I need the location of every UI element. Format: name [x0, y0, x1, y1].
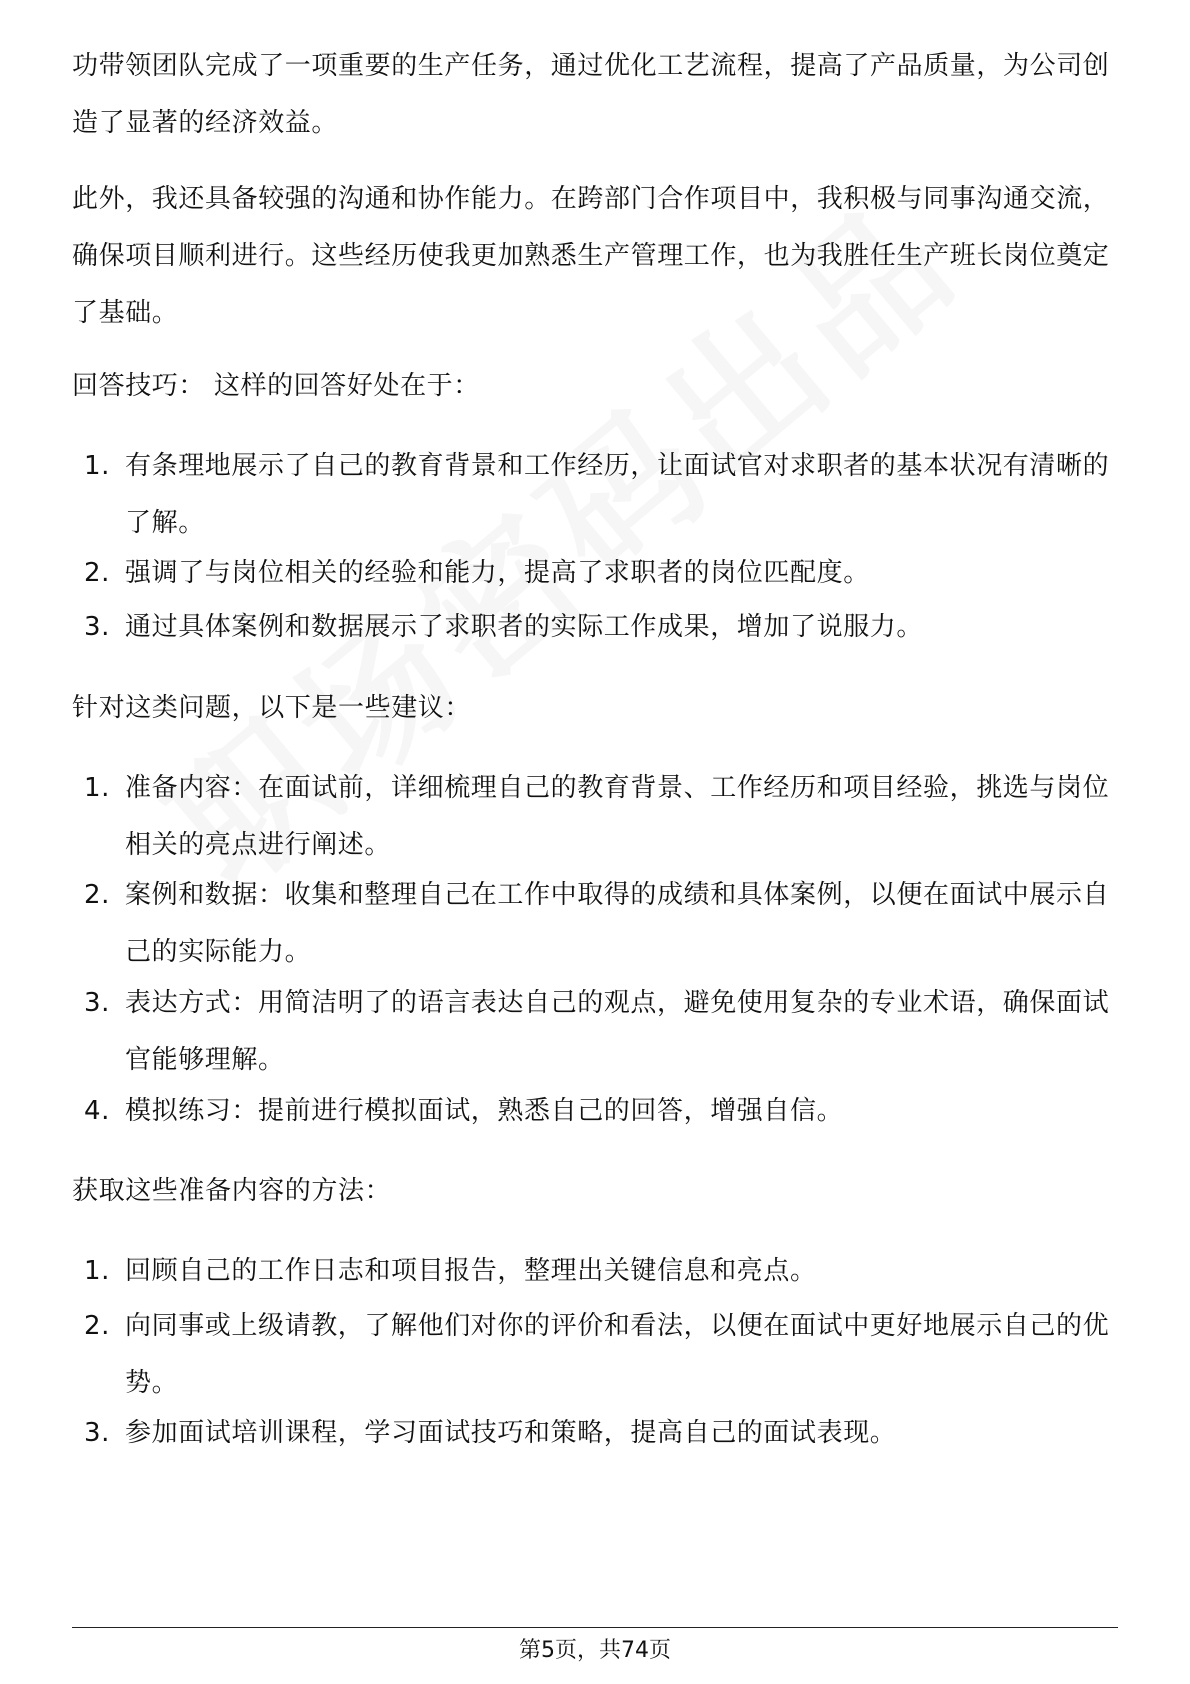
paragraph-communication: 此外，我还具备较强的沟通和协作能力。在跨部门合作项目中，我积极与同事沟通交流，确保项目顺利进行。这些经历使我更加熟悉生产管理工作，也为我胜任生产班长岗位奠定了基础。 — [72, 184, 1110, 328]
heading-answer-tips: 回答技巧： 这样的回答好处在于： — [72, 371, 480, 401]
list-number: 4. — [84, 1096, 111, 1126]
list-text: 向同事或上级请教，了解他们对你的评价和看法，以便在面试中更好地展示自己的优势。 — [125, 1311, 1110, 1398]
list-number: 1. — [84, 451, 111, 481]
list-item-tip-3 — [72, 599, 1118, 656]
list-item-method-2 — [72, 1298, 1118, 1412]
list-text: 强调了与岗位相关的经验和能力，提高了求职者的岗位匹配度。 — [125, 558, 870, 588]
heading-advice: 针对这类问题，以下是一些建议： — [72, 693, 472, 723]
list-number: 1. — [84, 773, 111, 803]
list-item-advice-2 — [72, 867, 1118, 981]
list-item-advice-3 — [72, 975, 1118, 1089]
list-text: 案例和数据：收集和整理自己在工作中取得的成绩和具体案例，以便在面试中展示自己的实际能力。 — [125, 880, 1110, 967]
list-item-advice-1 — [72, 760, 1118, 874]
list-item-method-1 — [72, 1243, 1118, 1300]
footer-divider — [72, 1627, 1118, 1628]
list-number: 1. — [84, 1256, 111, 1286]
list-item-tip-2 — [72, 545, 1118, 602]
list-text: 回顾自己的工作日志和项目报告，整理出关键信息和亮点。 — [125, 1256, 817, 1286]
list-number: 2. — [84, 558, 111, 588]
list-number: 2. — [84, 1311, 111, 1341]
list-text: 参加面试培训课程，学习面试技巧和策略，提高自己的面试表现。 — [125, 1418, 897, 1448]
list-text: 准备内容：在面试前，详细梳理自己的教育背景、工作经历和项目经验，挑选与岗位相关的亮点进行阐述。 — [125, 773, 1110, 860]
page-number: 第5页，共74页 — [519, 1638, 671, 1663]
list-number: 2. — [84, 880, 111, 910]
list-number: 3. — [84, 612, 111, 642]
list-number: 3. — [84, 1418, 111, 1448]
list-item-method-3 — [72, 1405, 1118, 1462]
list-text: 通过具体案例和数据展示了求职者的实际工作成果，增加了说服力。 — [125, 612, 924, 642]
list-number: 3. — [84, 988, 111, 1018]
list-text: 模拟练习：提前进行模拟面试，熟悉自己的回答，增强自信。 — [125, 1096, 844, 1126]
paragraph-achievement: 功带领团队完成了一项重要的生产任务，通过优化工艺流程，提高了产品质量，为公司创造了显著的经济效益。 — [72, 51, 1110, 138]
list-text: 有条理地展示了自己的教育背景和工作经历，让面试官对求职者的基本状况有清晰的了解。 — [125, 451, 1110, 538]
heading-methods: 获取这些准备内容的方法： — [72, 1176, 392, 1206]
list-item-advice-4 — [72, 1083, 1118, 1140]
list-item-tip-1 — [72, 438, 1118, 552]
list-text: 表达方式：用简洁明了的语言表达自己的观点，避免使用复杂的专业术语，确保面试官能够理解。 — [125, 988, 1110, 1075]
